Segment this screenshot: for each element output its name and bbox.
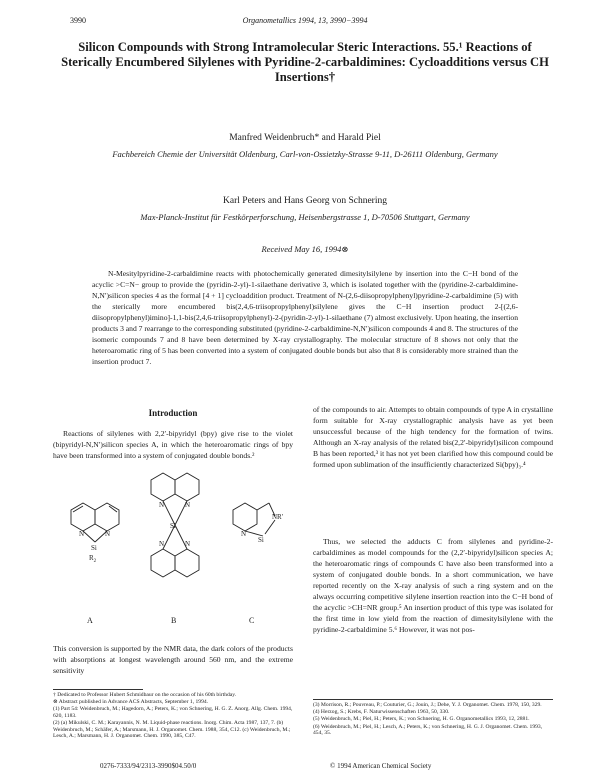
reference: (3) Morrison, R.; Pouvreau, P.; Couturier, G.; Jouin, J.; Dehe, Y. J. Organomet. Chem. 1978, 150, 329. xyxy=(313,702,542,708)
journal-citation: Organometallics 1994, 13, 3990−3994 xyxy=(242,16,368,25)
authors-group-1: Manfred Weidenbruch* and Harald Piel xyxy=(229,133,381,143)
struct-label-a: A xyxy=(87,616,93,625)
struct-b-ring-1 xyxy=(151,473,175,501)
struct-b-ring-3 xyxy=(151,549,175,577)
struct-a-ring-right xyxy=(95,503,119,531)
struct-a-ring-left xyxy=(71,503,95,531)
intro-paragraph-2: This conversion is supported by the NMR data, the dark colors of the products with absorptions at longest wavelength around 560 nm, and the extreme sensitivity xyxy=(53,644,293,675)
struct-c-bond-2 xyxy=(265,520,275,534)
authors-group-2: Karl Peters and Hans Georg von Schnering xyxy=(223,196,387,206)
page-number: 3990 xyxy=(70,16,86,25)
affiliation-2: Max-Planck-Institut für Festkörperforschung, Heisenbergstrasse 1, D-70506 Stuttgart, Germany xyxy=(140,212,470,222)
struct-a-bond-1 xyxy=(83,531,95,542)
right-column-paragraph-2: Thus, we selected the adducts C from silylenes and pyridine-2-carbaldimines as model compounds for the (2,2′-bipyridyl)silicon species A; the heteroaromatic rings of compounds C have also been transformed into a system of conjugated double bonds. In a short communication, we have reported recently on the X-ray analysis of such a ring system and on the always occurring competitive silylene insertion reaction into the C−H bond of the acyclic >CH=NR group.⁵ An insertion product of this type was isolated for the first time in low yield from the reaction of dimesitylsilylene with the pyridine-2-carbaldimine 5.⁶ However, it was not pos- xyxy=(313,537,553,634)
struct-a-si: Si xyxy=(91,544,97,552)
struct-b-n-4: N xyxy=(185,540,191,548)
references-divider xyxy=(313,699,553,700)
references-right xyxy=(313,702,553,737)
struct-c-nr: NR' xyxy=(272,513,283,521)
reference: (4) Herzog, S.; Krebs, F. Naturwissenschaften 1963, 50, 330. xyxy=(313,709,450,716)
struct-c-imine-1 xyxy=(257,503,269,510)
struct-b-ring-4 xyxy=(175,549,199,577)
struct-a-n-left: N xyxy=(79,530,85,538)
paper-title: Silicon Compounds with Strong Intramolecular Steric Interactions. 55.¹ Reactions of Sterically Encumbered Silylenes with Pyridine-2-carbaldimines: Cycloadditions versus CH Insertions† xyxy=(61,40,549,84)
struct-a-n-right: N xyxy=(105,530,111,538)
footnote: ⊗ Abstract published in Advance ACS Abstracts, September 1, 1994. xyxy=(53,699,209,706)
struct-label-b: B xyxy=(171,616,177,625)
struct-b-n-3: N xyxy=(159,540,165,548)
struct-c-si: Si xyxy=(258,536,264,544)
footnote: † Dedicated to Professor Hubert Schmidbaur on the occasion of his 60th birthday. xyxy=(53,692,237,698)
struct-a-dbl-1 xyxy=(73,506,83,512)
section-heading-introduction: Introduction xyxy=(148,408,198,418)
article-code: 0276-7333/94/2313-3990$04.50/0 xyxy=(100,762,197,770)
footnote-divider xyxy=(53,689,143,690)
footnotes-left xyxy=(53,692,293,741)
running-head xyxy=(70,16,540,28)
structures-drawing xyxy=(53,470,293,610)
struct-c-ring xyxy=(233,503,257,531)
struct-b-n-2: N xyxy=(185,501,191,509)
intro-paragraph-1: Reactions of silylenes with 2,2′-bipyridyl (bpy) give rise to the violet (bipyridyl-N,N′)silicon species A, in which the heteroaromatic rings of bpy have been transformed into a system of conjugated double bonds.² xyxy=(53,429,293,460)
affiliation-1: Fachbereich Chemie der Universität Oldenburg, Carl-von-Ossietzky-Strasse 9-11, D-26111 Oldenburg, Germany xyxy=(112,149,498,159)
struct-b-ring-2 xyxy=(175,473,199,501)
struct-c-n: N xyxy=(241,530,247,538)
chemical-structures xyxy=(53,470,293,635)
right-column-paragraph-1: of the compounds to air. Attempts to obtain compounds of type A in crystalline form suitable for X-ray crystallographic analysis have as yet been unsuccessful because of the high tendency for the formation of twins. Although an X-ray analysis of the related bis(2,2′-bipyridyl)silicon compound B has been reported,³ it has not yet been clarified how this compound could be formed upon sublimation of the insufficiently characterized Si(bpy)₃.⁴ xyxy=(313,405,553,469)
copyright: © 1994 American Chemical Society xyxy=(330,762,432,770)
reference: (5) Weidenbruch, M.; Piel, H.; Peters, K.; von Schnering, H. G. Organometallics 1993, 12, 2881. xyxy=(313,716,530,723)
struct-b-si: Si xyxy=(170,522,176,530)
struct-a-r2-label: $R_2$ xyxy=(89,554,97,564)
struct-label-c: C xyxy=(249,616,255,625)
reference: (6) Weidenbruch, M.; Piel, H.; Lesch, A.; Peters, K.; von Schnering, H. G. J. Organomet. Chem. 1993, 454, 35. xyxy=(313,723,543,737)
struct-b-n-1: N xyxy=(159,501,165,509)
footnote: (1) Part 54: Weidenbruch, M.; Hagedorn, A.; Peters, K.; von Schnering, H. G. Z. Anorg. Allg. Chem. 1994, 620, 1183. xyxy=(53,706,293,719)
abstract: N-Mesitylpyridine-2-carbaldimine reacts with photochemically generated dimesitylsilylene by insertion into the C−H bond of the acyclic >C=N− group to provide the (pyridin-2-yl)-1-silaethane derivative 3, which is isolated together with the (pyridine-2-carbaldimine-N,N′)silicon species 4 as the formal [4 + 1] cycloaddition product. Treatment of N-(2,6-diisopropylphenyl)pyridine-2-carbaldimine (5) with the sterically more encumbered bis(2,4,6-triisopropylphenyl)silylene gives the C−H insertion product 2-[(2,6-diisopropylphenyl)imino]-1,1-bis(2,4,6-triisopropylphenyl)-2-(pyridin-2-yl)-1-silaethane (7) almost exclusively. Upon heating, the insertion products 3 and 7 rearrange to the corresponding substituted (pyridine-2-carbaldimine-N,N′)silicon compounds 4 and 8. The structures of the isomeric compounds 7 and 8 have been determined by X-ray crystallography. The molecular structure of 8 shows not only that the heteroaromatic ring of 5 has been converted into a system of conjugated double bonds but also that 8 is considerably more strained than the insertion product 7. xyxy=(92,269,518,366)
received-date: Received May 16, 1994⊗ xyxy=(261,244,349,254)
footnote: (2) (a) Mikulski, C. M.; Karayannis, N. M. Liquid-phase reactions. Inorg. Chim. Acta 1987, 137, 7. (b) Weidenbruch, M.; Schäfer, A.; Marsmann, H. J. Organomet. Chem. 1988, 354, C12. (c) Weidenbruch, M.; Lesch, A.; Marsmann, H. J. Organomet. Chem. 1990, 385, C47. xyxy=(53,720,291,740)
